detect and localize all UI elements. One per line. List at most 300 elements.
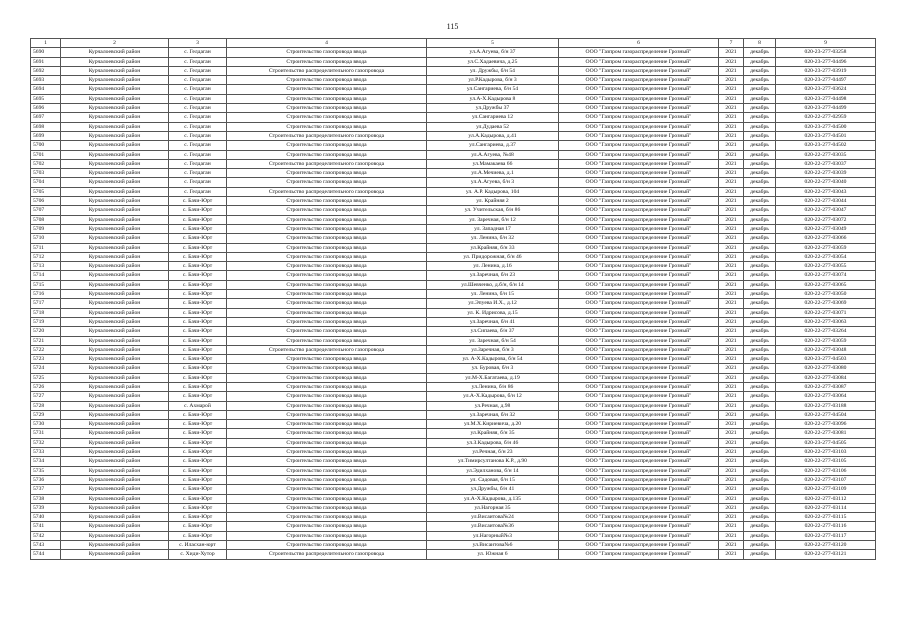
- cell-settlement: с. Гелдаган: [169, 159, 227, 168]
- cell-district: Курчалоевский район: [61, 224, 169, 233]
- cell-district: Курчалоевский район: [61, 541, 169, 550]
- cell-work-type: Строительство газопровода ввода: [227, 317, 427, 326]
- cell-organization: ООО "Газпром газораспределение Грозный": [559, 159, 719, 168]
- table-row: [31, 104, 876, 113]
- cell-work-type: Строительство газопровода ввода: [227, 373, 427, 382]
- cell-address: ул. Ленина, б/н 32: [427, 234, 559, 243]
- cell-code: 020-22-277-03114: [776, 503, 876, 512]
- cell-month: декабрь: [744, 475, 776, 484]
- cell-year: 2021: [719, 317, 744, 326]
- cell-month: декабрь: [744, 308, 776, 317]
- cell-month: декабрь: [744, 373, 776, 382]
- cell-district: Курчалоевский район: [61, 485, 169, 494]
- cell-year: 2021: [719, 280, 744, 289]
- cell-settlement: с. Бачи-Юрт: [169, 420, 227, 429]
- cell-work-type: Строительство газопровода ввода: [227, 271, 427, 280]
- cell-address: ул.Эпуева И.Х., д.12: [427, 299, 559, 308]
- table-row: [31, 66, 876, 75]
- cell-work-type: Строительство распределительного газопровода: [227, 187, 427, 196]
- cell-district: Курчалоевский район: [61, 187, 169, 196]
- cell-address: ул.Крайняя, б/н 33: [427, 243, 559, 252]
- cell-month: декабрь: [744, 290, 776, 299]
- cell-row-number: 5727: [31, 392, 61, 401]
- column-header-6: 6: [559, 39, 719, 48]
- cell-code: 020-22-277-03084: [776, 373, 876, 382]
- cell-code: 020-22-277-03044: [776, 197, 876, 206]
- cell-code: 020-22-277-03188: [776, 401, 876, 410]
- cell-year: 2021: [719, 522, 744, 531]
- cell-settlement: с. Бачи-Юрт: [169, 336, 227, 345]
- cell-code: 020-23-277-03258: [776, 48, 876, 57]
- cell-organization: ООО "Газпром газораспределение Грозный": [559, 485, 719, 494]
- cell-year: 2021: [719, 355, 744, 364]
- cell-work-type: Строительство распределительного газопровода: [227, 131, 427, 140]
- cell-row-number: 5741: [31, 522, 61, 531]
- cell-code: 020-22-277-03065: [776, 280, 876, 289]
- table-row: [31, 466, 876, 475]
- cell-year: 2021: [719, 503, 744, 512]
- table-row: [31, 494, 876, 503]
- cell-month: декабрь: [744, 513, 776, 522]
- cell-organization: ООО "Газпром газораспределение Грозный": [559, 382, 719, 391]
- cell-settlement: с. Бачи-Юрт: [169, 234, 227, 243]
- cell-code: 020-22-277-03081: [776, 429, 876, 438]
- table-row: [31, 57, 876, 66]
- cell-month: декабрь: [744, 410, 776, 419]
- cell-month: декабрь: [744, 392, 776, 401]
- cell-year: 2021: [719, 392, 744, 401]
- cell-year: 2021: [719, 327, 744, 336]
- cell-row-number: 5700: [31, 141, 61, 150]
- cell-settlement: с. Гелдаган: [169, 169, 227, 178]
- cell-row-number: 5715: [31, 280, 61, 289]
- cell-work-type: Строительство газопровода ввода: [227, 401, 427, 410]
- table-row: [31, 457, 876, 466]
- cell-district: Курчалоевский район: [61, 271, 169, 280]
- cell-year: 2021: [719, 475, 744, 484]
- cell-work-type: Строительство газопровода ввода: [227, 420, 427, 429]
- cell-address: ул.Заречная, б/н 41: [427, 317, 559, 326]
- cell-year: 2021: [719, 150, 744, 159]
- cell-district: Курчалоевский район: [61, 159, 169, 168]
- cell-work-type: Строительство газопровода ввода: [227, 197, 427, 206]
- cell-organization: ООО "Газпром газораспределение Грозный": [559, 243, 719, 252]
- table-row: [31, 373, 876, 382]
- cell-month: декабрь: [744, 336, 776, 345]
- cell-settlement: с. Бачи-Юрт: [169, 457, 227, 466]
- table-row: [31, 159, 876, 168]
- cell-row-number: 5738: [31, 494, 61, 503]
- cell-code: 020-22-277-03103: [776, 448, 876, 457]
- cell-settlement: с. Бачи-Юрт: [169, 206, 227, 215]
- cell-row-number: 5731: [31, 429, 61, 438]
- cell-work-type: Строительство газопровода ввода: [227, 85, 427, 94]
- cell-work-type: Строительство газопровода ввода: [227, 382, 427, 391]
- cell-work-type: Строительство газопровода ввода: [227, 280, 427, 289]
- cell-row-number: 5694: [31, 85, 61, 94]
- cell-row-number: 5695: [31, 94, 61, 103]
- cell-district: Курчалоевский район: [61, 290, 169, 299]
- cell-work-type: Строительство газопровода ввода: [227, 206, 427, 215]
- cell-district: Курчалоевский район: [61, 392, 169, 401]
- cell-month: декабрь: [744, 420, 776, 429]
- cell-organization: ООО "Газпром газораспределение Грозный": [559, 550, 719, 559]
- cell-district: Курчалоевский район: [61, 76, 169, 85]
- cell-district: Курчалоевский район: [61, 197, 169, 206]
- cell-settlement: с. Бачи-Юрт: [169, 410, 227, 419]
- cell-organization: ООО "Газпром газораспределение Грозный": [559, 271, 719, 280]
- cell-work-type: Строительство распределительного газопровода: [227, 550, 427, 559]
- cell-organization: ООО "Газпром газораспределение Грозный": [559, 345, 719, 354]
- cell-row-number: 5696: [31, 104, 61, 113]
- cell-code: 020-22-277-03066: [776, 234, 876, 243]
- table-row: [31, 280, 876, 289]
- cell-year: 2021: [719, 243, 744, 252]
- cell-address: ул.А.Мечиева, д.1: [427, 169, 559, 178]
- cell-organization: ООО "Газпром газораспределение Грозный": [559, 224, 719, 233]
- column-header-2: 2: [61, 39, 169, 48]
- cell-work-type: Строительство газопровода ввода: [227, 327, 427, 336]
- cell-row-number: 5709: [31, 224, 61, 233]
- cell-year: 2021: [719, 178, 744, 187]
- cell-month: декабрь: [744, 57, 776, 66]
- cell-year: 2021: [719, 485, 744, 494]
- cell-address: ул.А.Агуева, б/н 37: [427, 48, 559, 57]
- cell-district: Курчалоевский район: [61, 85, 169, 94]
- cell-organization: ООО "Газпром газораспределение Грозный": [559, 290, 719, 299]
- cell-year: 2021: [719, 76, 744, 85]
- cell-address: ул. Западная 17: [427, 224, 559, 233]
- cell-settlement: с. Бачи-Юрт: [169, 345, 227, 354]
- cell-month: декабрь: [744, 438, 776, 447]
- cell-organization: ООО "Газпром газораспределение Грозный": [559, 522, 719, 531]
- cell-address: ул.Висаитова№6: [427, 541, 559, 550]
- cell-settlement: с. Гелдаган: [169, 187, 227, 196]
- cell-work-type: Строительство газопровода ввода: [227, 475, 427, 484]
- cell-district: Курчалоевский район: [61, 57, 169, 66]
- cell-year: 2021: [719, 448, 744, 457]
- cell-settlement: с. Гелдаган: [169, 48, 227, 57]
- cell-address: ул.Речная, б/н 23: [427, 448, 559, 457]
- cell-district: Курчалоевский район: [61, 345, 169, 354]
- cell-row-number: 5743: [31, 541, 61, 550]
- cell-work-type: Строительство газопровода ввода: [227, 252, 427, 261]
- table-row: [31, 541, 876, 550]
- cell-address: ул.Дружбы 37: [427, 104, 559, 113]
- cell-organization: ООО "Газпром газораспределение Грозный": [559, 373, 719, 382]
- cell-year: 2021: [719, 438, 744, 447]
- cell-month: декабрь: [744, 76, 776, 85]
- cell-address: ул.Дудаева 52: [427, 122, 559, 131]
- cell-address: ул.Заречная, б/н 23: [427, 271, 559, 280]
- cell-settlement: с. Ахмарой: [169, 401, 227, 410]
- cell-code: 020-23-277-04503: [776, 355, 876, 364]
- cell-settlement: с. Бачи-Юрт: [169, 224, 227, 233]
- cell-district: Курчалоевский район: [61, 448, 169, 457]
- cell-year: 2021: [719, 308, 744, 317]
- cell-code: 020-22-277-03040: [776, 178, 876, 187]
- cell-month: декабрь: [744, 206, 776, 215]
- cell-work-type: Строительство газопровода ввода: [227, 234, 427, 243]
- cell-district: Курчалоевский район: [61, 317, 169, 326]
- cell-settlement: с. Гелдаган: [169, 85, 227, 94]
- cell-district: Курчалоевский район: [61, 336, 169, 345]
- cell-code: 020-22-277-03072: [776, 215, 876, 224]
- cell-district: Курчалоевский район: [61, 262, 169, 271]
- cell-code: 020-22-277-03037: [776, 159, 876, 168]
- cell-row-number: 5740: [31, 513, 61, 522]
- cell-month: декабрь: [744, 150, 776, 159]
- cell-settlement: с. Бачи-Юрт: [169, 513, 227, 522]
- cell-organization: ООО "Газпром газораспределение Грозный": [559, 308, 719, 317]
- cell-year: 2021: [719, 290, 744, 299]
- cell-settlement: с. Бачи-Юрт: [169, 503, 227, 512]
- table-row: [31, 420, 876, 429]
- cell-district: Курчалоевский район: [61, 169, 169, 178]
- cell-district: Курчалоевский район: [61, 503, 169, 512]
- cell-year: 2021: [719, 410, 744, 419]
- cell-code: 020-22-277-03121: [776, 550, 876, 559]
- cell-work-type: Строительство газопровода ввода: [227, 76, 427, 85]
- table-row: [31, 197, 876, 206]
- cell-organization: ООО "Газпром газораспределение Грозный": [559, 197, 719, 206]
- cell-row-number: 5744: [31, 550, 61, 559]
- cell-address: ул.Ленина, б/н 86: [427, 382, 559, 391]
- cell-row-number: 5714: [31, 271, 61, 280]
- cell-code: 020-22-277-03059: [776, 336, 876, 345]
- cell-organization: ООО "Газпром газораспределение Грозный": [559, 57, 719, 66]
- cell-district: Курчалоевский район: [61, 280, 169, 289]
- table-row: [31, 392, 876, 401]
- cell-year: 2021: [719, 169, 744, 178]
- cell-row-number: 5720: [31, 327, 61, 336]
- cell-code: 020-23-277-04497: [776, 76, 876, 85]
- cell-district: Курчалоевский район: [61, 308, 169, 317]
- cell-year: 2021: [719, 494, 744, 503]
- cell-settlement: с. Гелдаган: [169, 178, 227, 187]
- cell-code: 020-22-277-03048: [776, 345, 876, 354]
- cell-settlement: с. Бачи-Юрт: [169, 438, 227, 447]
- cell-work-type: Строительство газопровода ввода: [227, 169, 427, 178]
- table-row: [31, 345, 876, 354]
- cell-organization: ООО "Газпром газораспределение Грозный": [559, 94, 719, 103]
- cell-work-type: Строительство газопровода ввода: [227, 178, 427, 187]
- cell-district: Курчалоевский район: [61, 475, 169, 484]
- cell-month: декабрь: [744, 262, 776, 271]
- cell-work-type: Строительство распределительного газопровода: [227, 159, 427, 168]
- cell-code: 020-23-277-04505: [776, 438, 876, 447]
- cell-row-number: 5699: [31, 131, 61, 140]
- cell-row-number: 5736: [31, 475, 61, 484]
- cell-work-type: Строительство газопровода ввода: [227, 457, 427, 466]
- cell-organization: ООО "Газпром газораспределение Грозный": [559, 113, 719, 122]
- cell-work-type: Строительство газопровода ввода: [227, 308, 427, 317]
- cell-code: 020-22-277-03087: [776, 382, 876, 391]
- cell-settlement: с. Бачи-Юрт: [169, 364, 227, 373]
- cell-address: ул.Мамакаева 66: [427, 159, 559, 168]
- cell-organization: ООО "Газпром газораспределение Грозный": [559, 401, 719, 410]
- cell-work-type: Строительство газопровода ввода: [227, 541, 427, 550]
- cell-year: 2021: [719, 550, 744, 559]
- cell-work-type: Строительство распределительного газопровода: [227, 66, 427, 75]
- cell-district: Курчалоевский район: [61, 550, 169, 559]
- cell-organization: ООО "Газпром газораспределение Грозный": [559, 503, 719, 512]
- cell-row-number: 5730: [31, 420, 61, 429]
- cell-row-number: 5704: [31, 178, 61, 187]
- cell-year: 2021: [719, 122, 744, 131]
- cell-year: 2021: [719, 401, 744, 410]
- cell-month: декабрь: [744, 141, 776, 150]
- cell-settlement: с. Бачи-Юрт: [169, 522, 227, 531]
- cell-row-number: 5724: [31, 364, 61, 373]
- cell-year: 2021: [719, 336, 744, 345]
- cell-address: ул.Шевченко, д.б/н, б/н 14: [427, 280, 559, 289]
- cell-month: декабрь: [744, 550, 776, 559]
- table-row: [31, 150, 876, 159]
- cell-year: 2021: [719, 513, 744, 522]
- cell-work-type: Строительство газопровода ввода: [227, 113, 427, 122]
- table-row: [31, 131, 876, 140]
- cell-address: ул. К. Идрисова, д.15: [427, 308, 559, 317]
- cell-address: ул.Тимирсултанова К.Р., д.90: [427, 457, 559, 466]
- cell-address: ул.Речная, д.98: [427, 401, 559, 410]
- cell-organization: ООО "Газпром газораспределение Грозный": [559, 317, 719, 326]
- cell-organization: ООО "Газпром газораспределение Грозный": [559, 448, 719, 457]
- cell-year: 2021: [719, 66, 744, 75]
- cell-row-number: 5711: [31, 243, 61, 252]
- cell-address: ул.А-Х.Кадырова, д.135: [427, 494, 559, 503]
- cell-month: декабрь: [744, 252, 776, 261]
- cell-month: декабрь: [744, 178, 776, 187]
- table-row: [31, 355, 876, 364]
- cell-year: 2021: [719, 48, 744, 57]
- cell-address: ул.А.Кадырова, д.41: [427, 131, 559, 140]
- cell-district: Курчалоевский район: [61, 410, 169, 419]
- cell-organization: ООО "Газпром газораспределение Грозный": [559, 327, 719, 336]
- cell-settlement: с. Бачи-Юрт: [169, 262, 227, 271]
- table-row: [31, 336, 876, 345]
- cell-address: ул.З.Кадырова, б/н 46: [427, 438, 559, 447]
- cell-row-number: 5739: [31, 503, 61, 512]
- register-table: [30, 38, 876, 560]
- cell-month: декабрь: [744, 48, 776, 57]
- cell-district: Курчалоевский район: [61, 531, 169, 540]
- cell-code: 020-23-277-04496: [776, 57, 876, 66]
- cell-row-number: 5690: [31, 48, 61, 57]
- cell-settlement: с. Хиди-Хутор: [169, 550, 227, 559]
- cell-work-type: Строительство газопровода ввода: [227, 392, 427, 401]
- cell-address: ул. Придорожная, б/н 46: [427, 252, 559, 261]
- cell-address: ул.Заречная, б/н 3: [427, 345, 559, 354]
- cell-code: 020-23-277-03919: [776, 66, 876, 75]
- cell-district: Курчалоевский район: [61, 355, 169, 364]
- cell-month: декабрь: [744, 327, 776, 336]
- cell-address: ул. Ленина, б/н 15: [427, 290, 559, 299]
- cell-settlement: с. Бачи-Юрт: [169, 215, 227, 224]
- cell-address: ул. Буровая, б/н 3: [427, 364, 559, 373]
- cell-district: Курчалоевский район: [61, 206, 169, 215]
- cell-address: ул. А.Р. Кадырова, 104: [427, 187, 559, 196]
- cell-district: Курчалоевский район: [61, 373, 169, 382]
- cell-work-type: Строительство газопровода ввода: [227, 410, 427, 419]
- table-row: [31, 308, 876, 317]
- cell-year: 2021: [719, 197, 744, 206]
- cell-row-number: 5697: [31, 113, 61, 122]
- cell-organization: ООО "Газпром газораспределение Грозный": [559, 104, 719, 113]
- cell-work-type: Строительство газопровода ввода: [227, 466, 427, 475]
- cell-code: 020-22-277-03043: [776, 187, 876, 196]
- table-row: [31, 401, 876, 410]
- cell-row-number: 5723: [31, 355, 61, 364]
- cell-code: 020-22-277-03106: [776, 466, 876, 475]
- table-row: [31, 485, 876, 494]
- cell-work-type: Строительство газопровода ввода: [227, 336, 427, 345]
- cell-year: 2021: [719, 113, 744, 122]
- cell-code: 020-22-277-03069: [776, 299, 876, 308]
- cell-organization: ООО "Газпром газораспределение Грозный": [559, 280, 719, 289]
- cell-code: 020-22-277-03096: [776, 420, 876, 429]
- table-row: [31, 252, 876, 261]
- cell-work-type: Строительство газопровода ввода: [227, 429, 427, 438]
- cell-year: 2021: [719, 429, 744, 438]
- cell-code: 020-22-277-03074: [776, 271, 876, 280]
- cell-code: 020-22-277-03115: [776, 513, 876, 522]
- cell-settlement: с. Гелдаган: [169, 131, 227, 140]
- cell-work-type: Строительство газопровода ввода: [227, 522, 427, 531]
- cell-row-number: 5718: [31, 308, 61, 317]
- cell-organization: ООО "Газпром газораспределение Грозный": [559, 76, 719, 85]
- cell-address: ул.Дружбы, б/н 41: [427, 485, 559, 494]
- cell-settlement: с. Бачи-Юрт: [169, 373, 227, 382]
- cell-district: Курчалоевский район: [61, 141, 169, 150]
- cell-organization: ООО "Газпром газораспределение Грозный": [559, 420, 719, 429]
- table-row: [31, 206, 876, 215]
- cell-organization: ООО "Газпром газораспределение Грозный": [559, 48, 719, 57]
- table-row: [31, 475, 876, 484]
- cell-work-type: Строительство газопровода ввода: [227, 48, 427, 57]
- cell-work-type: Строительство газопровода ввода: [227, 104, 427, 113]
- cell-district: Курчалоевский район: [61, 382, 169, 391]
- cell-month: декабрь: [744, 131, 776, 140]
- cell-organization: ООО "Газпром газораспределение Грозный": [559, 336, 719, 345]
- cell-settlement: с. Бачи-Юрт: [169, 448, 227, 457]
- cell-settlement: с. Гелдаган: [169, 141, 227, 150]
- cell-month: декабрь: [744, 531, 776, 540]
- cell-year: 2021: [719, 252, 744, 261]
- cell-settlement: с. Гелдаган: [169, 113, 227, 122]
- table-row: [31, 85, 876, 94]
- cell-row-number: 5732: [31, 438, 61, 447]
- cell-row-number: 5713: [31, 262, 61, 271]
- cell-code: 020-22-277-02959: [776, 113, 876, 122]
- cell-address: ул.А-Х.Кадырова 8: [427, 94, 559, 103]
- cell-month: декабрь: [744, 243, 776, 252]
- cell-organization: ООО "Газпром газораспределение Грозный": [559, 475, 719, 484]
- cell-organization: ООО "Газпром газораспределение Грозный": [559, 85, 719, 94]
- page-number: 115: [446, 22, 459, 31]
- cell-settlement: с. Бачи-Юрт: [169, 429, 227, 438]
- cell-address: ул. Южная 6: [427, 550, 559, 559]
- cell-organization: ООО "Газпром газораспределение Грозный": [559, 466, 719, 475]
- cell-settlement: с. Бачи-Юрт: [169, 197, 227, 206]
- cell-month: декабрь: [744, 364, 776, 373]
- cell-row-number: 5716: [31, 290, 61, 299]
- cell-row-number: 5726: [31, 382, 61, 391]
- cell-settlement: с. Гелдаган: [169, 76, 227, 85]
- table-row: [31, 327, 876, 336]
- cell-row-number: 5703: [31, 169, 61, 178]
- cell-address: ул.А-Х.Кадырова, б/н 12: [427, 392, 559, 401]
